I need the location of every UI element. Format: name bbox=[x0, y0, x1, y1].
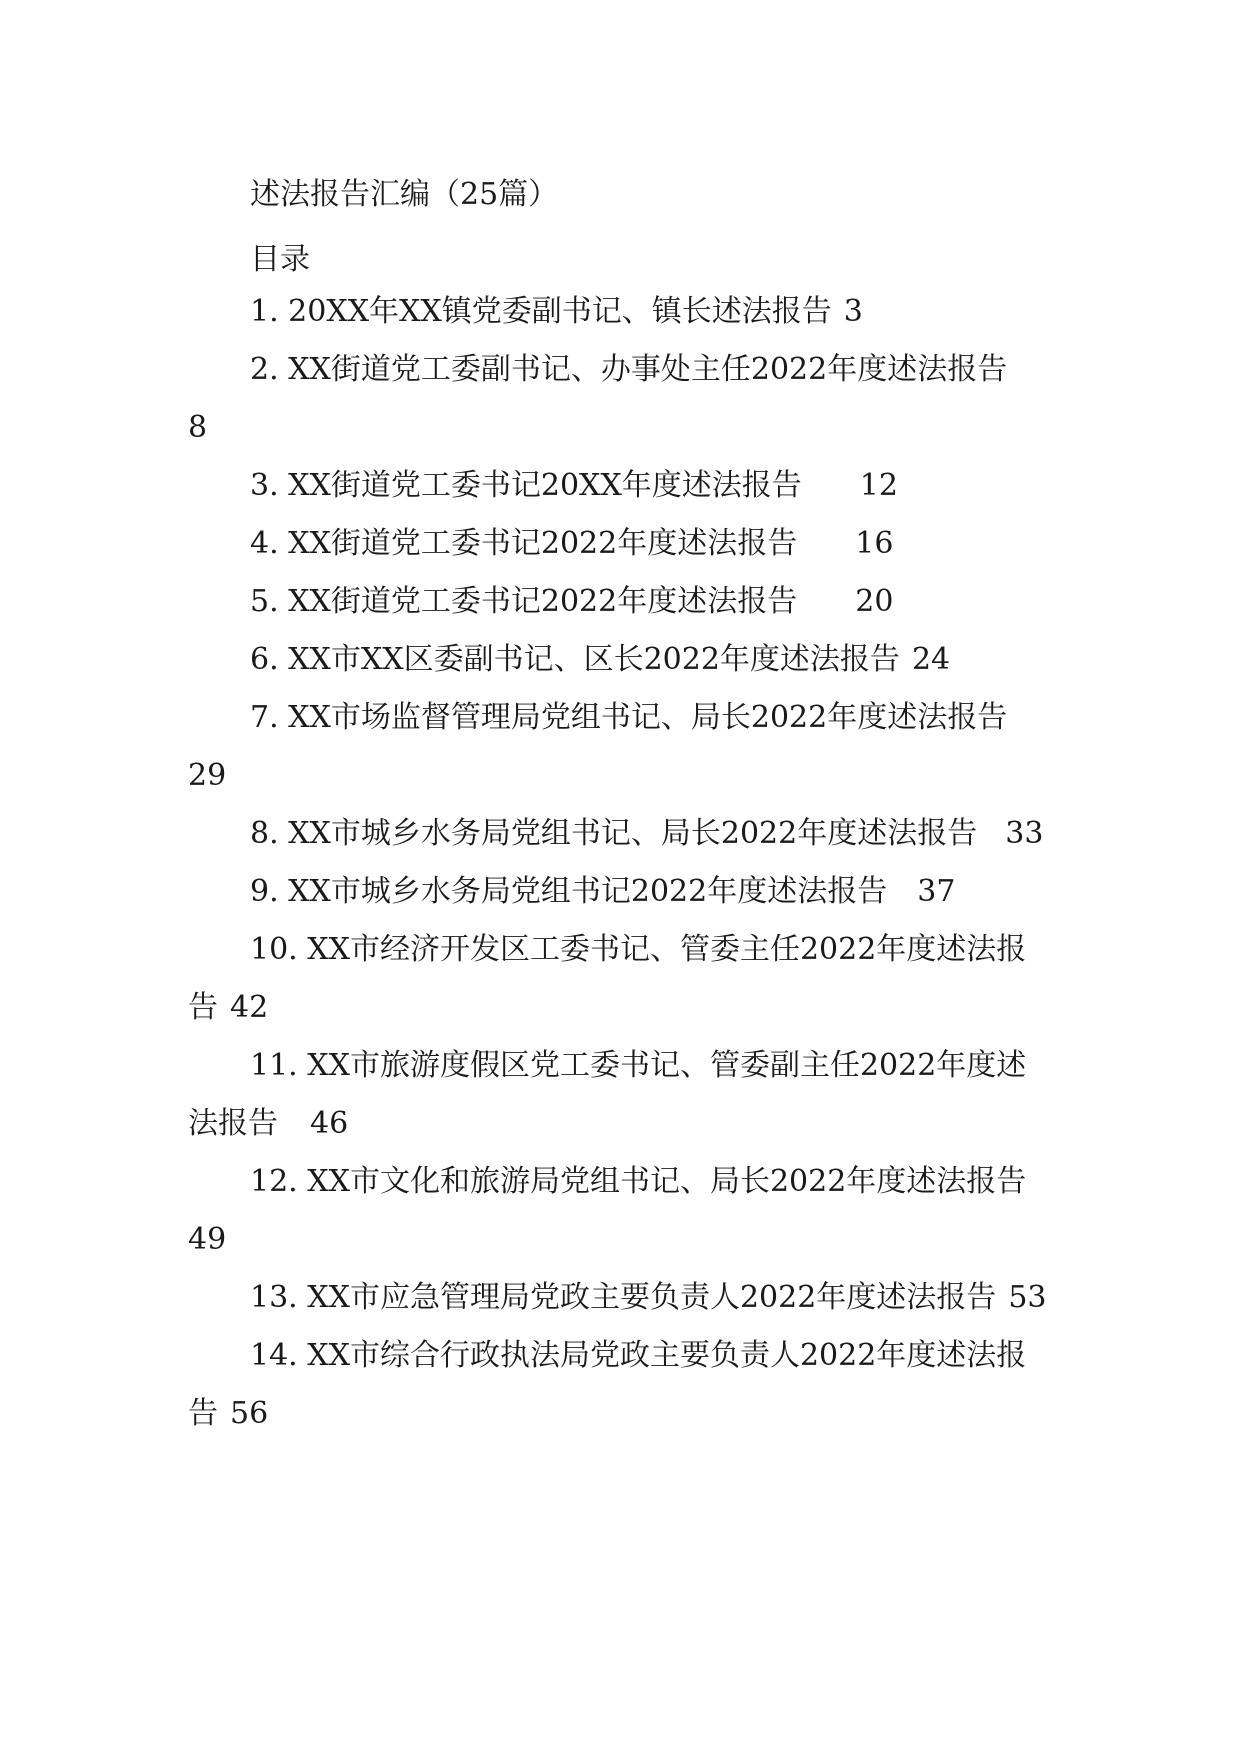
toc-entry-page: 53 bbox=[1008, 1280, 1047, 1315]
toc-entry-title: 10. XX市经济开发区工委书记、管委主任2022年度述法报 bbox=[250, 932, 1027, 967]
toc-entry-title: 4. XX街道党工委书记2022年度述法报告 bbox=[250, 526, 798, 561]
toc-entry-11-continuation bbox=[188, 1104, 348, 1144]
toc-entry-14-continuation bbox=[188, 1394, 268, 1434]
toc-entry-title-continuation: 法报告 bbox=[188, 1106, 278, 1141]
toc-entry-2[interactable] bbox=[250, 350, 1007, 390]
toc-entry-title: 5. XX街道党工委书记2022年度述法报告 bbox=[250, 584, 798, 619]
toc-entry-5[interactable] bbox=[250, 582, 893, 622]
toc-entry-12[interactable] bbox=[250, 1162, 1026, 1202]
toc-entry-title: 14. XX市综合行政执法局党政主要负责人2022年度述法报 bbox=[250, 1338, 1027, 1373]
toc-entry-page: 42 bbox=[230, 990, 269, 1025]
toc-entry-page: 24 bbox=[911, 642, 951, 677]
toc-entry-title: 6. XX市XX区委副书记、区长2022年度述法报告 bbox=[250, 642, 900, 677]
document-title: 述法报告汇编（25篇） bbox=[250, 177, 559, 212]
toc-entry-page: 46 bbox=[310, 1106, 349, 1141]
toc-entry-title-continuation: 告 bbox=[188, 990, 218, 1025]
toc-entry-page: 33 bbox=[1005, 816, 1044, 851]
toc-entry-title: 2. XX街道党工委副书记、办事处主任2022年度述法报告 bbox=[250, 352, 1008, 387]
toc-entry-6[interactable] bbox=[250, 640, 950, 680]
toc-entry-page: 8 bbox=[188, 410, 208, 445]
toc-entry-page: 37 bbox=[917, 874, 956, 909]
toc-heading: 目录 bbox=[250, 242, 310, 277]
toc-entry-title: 12. XX市文化和旅游局党组书记、局长2022年度述法报告 bbox=[250, 1164, 1027, 1199]
toc-entry-10-continuation bbox=[188, 988, 268, 1028]
toc-entry-7-continuation bbox=[188, 756, 226, 796]
toc-entry-12-continuation bbox=[188, 1220, 226, 1260]
toc-entry-4[interactable] bbox=[250, 524, 893, 564]
toc-entry-page: 20 bbox=[855, 584, 894, 619]
toc-entry-3[interactable] bbox=[250, 466, 898, 506]
toc-entry-9[interactable] bbox=[250, 872, 955, 912]
toc-entry-8[interactable] bbox=[250, 814, 1043, 854]
toc-entry-title: 3. XX街道党工委书记20XX年度述法报告 bbox=[250, 468, 802, 503]
toc-entry-7[interactable] bbox=[250, 698, 1007, 738]
toc-entry-page: 12 bbox=[859, 468, 898, 503]
toc-entry-page: 3 bbox=[843, 294, 863, 329]
toc-entry-title: 7. XX市场监督管理局党组书记、局长2022年度述法报告 bbox=[250, 700, 1008, 735]
toc-entry-title-continuation: 告 bbox=[188, 1396, 218, 1431]
toc-entry-title: 11. XX市旅游度假区党工委书记、管委副主任2022年度述 bbox=[250, 1048, 1027, 1083]
toc-entry-page: 56 bbox=[230, 1396, 269, 1431]
toc-entry-1[interactable] bbox=[250, 292, 863, 332]
toc-entry-page: 29 bbox=[188, 758, 227, 793]
toc-entry-10[interactable] bbox=[250, 930, 1026, 970]
toc-entry-page: 49 bbox=[188, 1222, 227, 1257]
toc-entry-13[interactable] bbox=[250, 1278, 1047, 1318]
toc-entry-11[interactable] bbox=[250, 1046, 1026, 1086]
toc-entry-2-continuation bbox=[188, 408, 207, 448]
toc-entry-title: 9. XX市城乡水务局党组书记2022年度述法报告 bbox=[250, 874, 888, 909]
toc-entry-page: 16 bbox=[855, 526, 894, 561]
toc-entry-14[interactable] bbox=[250, 1336, 1026, 1376]
toc-entry-title: 8. XX市城乡水务局党组书记、局长2022年度述法报告 bbox=[250, 816, 978, 851]
toc-entry-title: 13. XX市应急管理局党政主要负责人2022年度述法报告 bbox=[250, 1280, 997, 1315]
toc-entry-title: 1. 20XX年XX镇党委副书记、镇长述法报告 bbox=[250, 294, 832, 329]
